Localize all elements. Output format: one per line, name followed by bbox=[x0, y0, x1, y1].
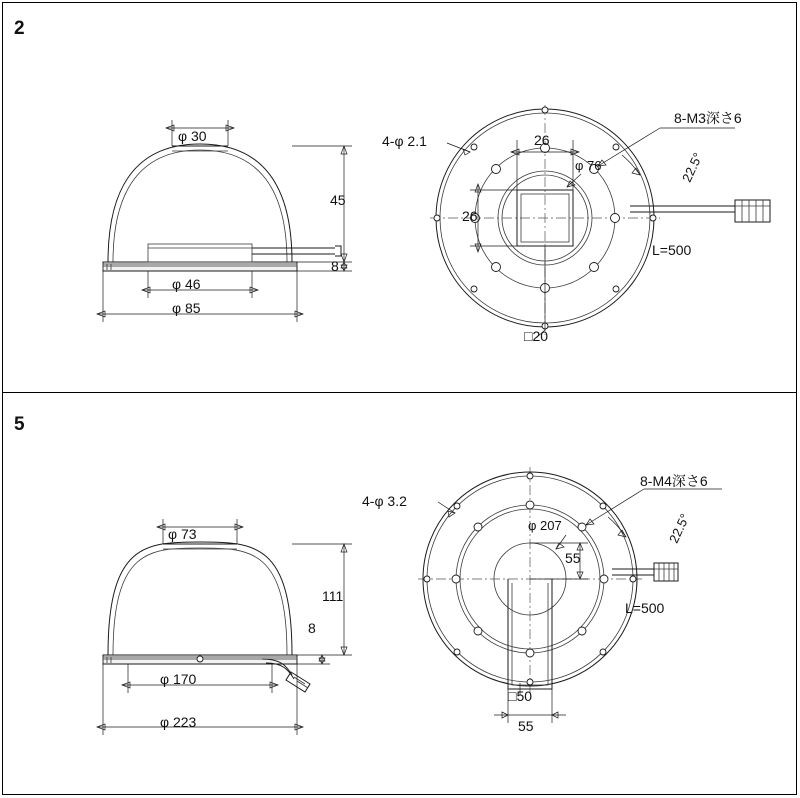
callout-threads-2: 8-M3深さ6 bbox=[674, 110, 742, 126]
dim-angle-2: 22.5° bbox=[679, 150, 706, 185]
panel-5-badge: 5 bbox=[14, 414, 25, 435]
callout-holes-5: 4-φ 3.2 bbox=[362, 493, 407, 509]
dim-height-5: 111 bbox=[322, 588, 344, 604]
dim-top-diameter-5: φ 73 bbox=[168, 526, 197, 542]
dim-flange-thickness-2: 8 bbox=[331, 258, 339, 274]
dim-inner-diameter-5: φ 170 bbox=[160, 671, 197, 687]
dim-flange-thickness-5: 8 bbox=[308, 620, 316, 636]
dim-square-height-2: 26 bbox=[462, 208, 478, 224]
panel-5-graphics bbox=[0, 393, 800, 797]
dim-square-width-2: 26 bbox=[534, 132, 550, 148]
callout-square-2: □20 bbox=[524, 328, 549, 344]
dim-cable-length-2: L=500 bbox=[652, 242, 692, 258]
dim-inner-diameter-2: φ 46 bbox=[172, 276, 201, 292]
dim-bolt-circle-5: φ 207 bbox=[528, 518, 562, 533]
panel-5 bbox=[0, 393, 800, 797]
panel-2-graphics bbox=[0, 0, 800, 392]
dim-height-2: 45 bbox=[330, 192, 346, 208]
dim-outer-diameter-2: φ 85 bbox=[172, 300, 201, 316]
dim-outer-diameter-5: φ 223 bbox=[160, 714, 197, 730]
dim-top-diameter-2: φ 30 bbox=[178, 128, 207, 144]
dim-bolt-circle-2: φ 76 bbox=[575, 158, 602, 173]
panel-2 bbox=[0, 0, 800, 392]
callout-square-5: □50 bbox=[508, 688, 533, 704]
dim-square-height-5: 55 bbox=[565, 550, 581, 566]
dim-cable-length-5: L=500 bbox=[625, 600, 665, 616]
dim-angle-5: 22.5° bbox=[666, 511, 693, 546]
callout-threads-5: 8-M4深さ6 bbox=[640, 473, 708, 489]
panel-2-badge: 2 bbox=[14, 18, 25, 39]
dim-square-width-5: 55 bbox=[518, 718, 534, 734]
callout-holes-2: 4-φ 2.1 bbox=[382, 133, 427, 149]
